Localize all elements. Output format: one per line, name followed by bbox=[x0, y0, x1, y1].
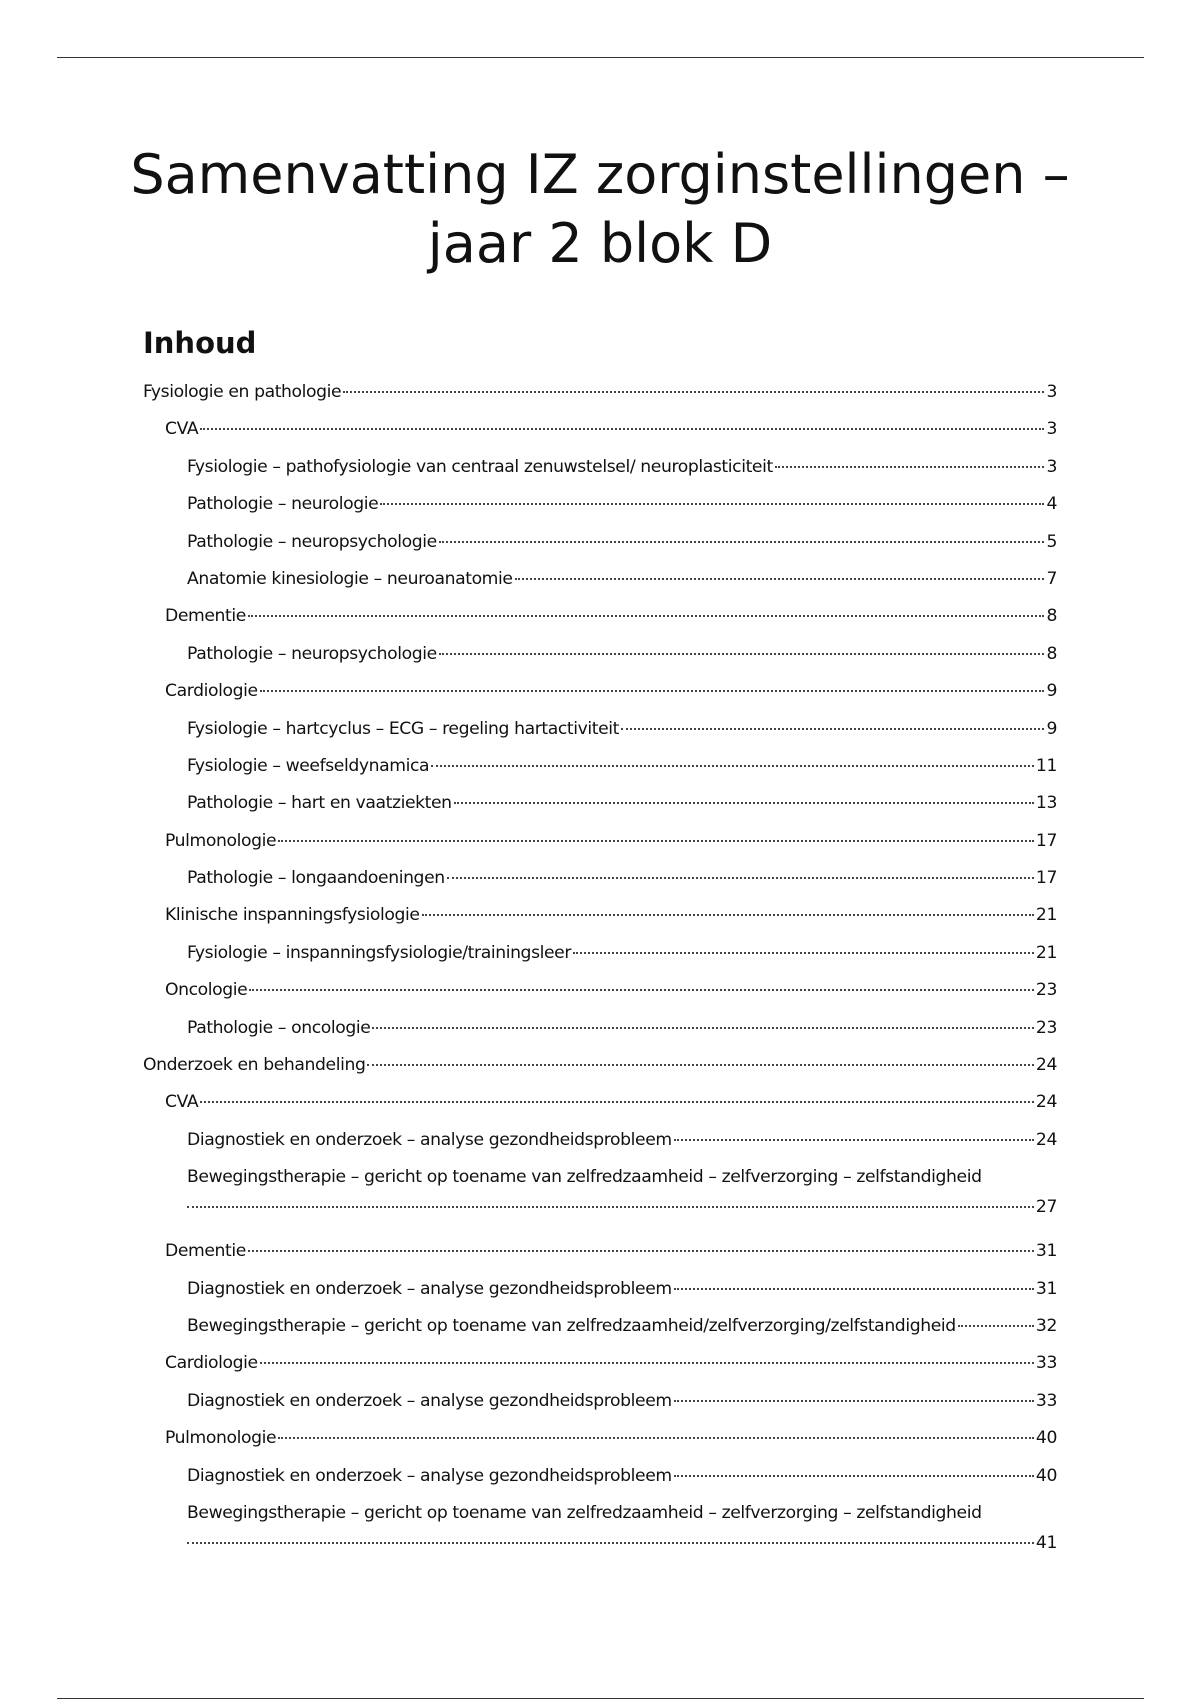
toc-dot-leader bbox=[260, 1352, 1034, 1364]
toc-entry-label: Fysiologie en pathologie bbox=[143, 382, 342, 402]
toc-entry-label: Bewegingstherapie – gericht op toename van zelfredzaamheid – zelfverzorging – zelfstandigheid bbox=[187, 1502, 982, 1523]
toc-entry[interactable] bbox=[143, 1233, 1057, 1270]
toc-dot-leader bbox=[343, 381, 1044, 393]
toc-entry-label: Pathologie – oncologie bbox=[187, 1017, 371, 1038]
toc-entry[interactable] bbox=[143, 1458, 1057, 1495]
toc-dot-leader bbox=[187, 1532, 1034, 1544]
toc-entry-page: 21 bbox=[1035, 942, 1057, 963]
toc-entry-page: 33 bbox=[1035, 1353, 1057, 1374]
toc-entry-page: 8 bbox=[1046, 606, 1057, 627]
toc-entry[interactable] bbox=[143, 935, 1057, 972]
toc-entry-label: Pathologie – neuropsychologie bbox=[187, 531, 437, 552]
toc-entry-label: Cardiologie bbox=[165, 681, 258, 702]
toc-entry[interactable] bbox=[143, 748, 1057, 785]
toc-entry-page: 24 bbox=[1035, 1055, 1057, 1076]
toc-entry-label: Pulmonologie bbox=[165, 830, 277, 851]
toc-entry[interactable] bbox=[143, 1084, 1057, 1121]
toc-entry-label: Oncologie bbox=[165, 980, 248, 1001]
toc-dot-leader bbox=[447, 867, 1034, 879]
toc-entry[interactable] bbox=[143, 1495, 1057, 1569]
toc-entry-label: Pathologie – longaandoeningen bbox=[187, 868, 445, 889]
toc-dot-leader bbox=[278, 1427, 1034, 1439]
toc-entry-label: Pathologie – neuropsychologie bbox=[187, 643, 437, 664]
toc-entry-page: 40 bbox=[1035, 1428, 1057, 1449]
toc-entry-label: Pathologie – hart en vaatziekten bbox=[187, 793, 452, 814]
toc-entry[interactable] bbox=[143, 1383, 1057, 1420]
toc-dot-leader bbox=[248, 1240, 1034, 1252]
toc-dot-leader bbox=[958, 1315, 1034, 1327]
toc-entry[interactable] bbox=[143, 897, 1057, 934]
toc-entry-page: 4 bbox=[1046, 494, 1057, 515]
toc-dot-leader bbox=[439, 531, 1045, 543]
toc-dot-leader bbox=[775, 456, 1045, 468]
toc-entry[interactable] bbox=[143, 1122, 1057, 1159]
toc-dot-leader bbox=[260, 680, 1045, 692]
toc-entry-label: Diagnostiek en onderzoek – analyse gezondheidsprobleem bbox=[187, 1465, 672, 1486]
toc-dot-leader bbox=[515, 568, 1045, 580]
toc-entry[interactable] bbox=[143, 1345, 1057, 1382]
toc-entry-label: Fysiologie – weefseldynamica bbox=[187, 755, 430, 776]
document-title: Samenvatting IZ zorginstellingen – jaar 2 blok D bbox=[130, 143, 1070, 275]
toc-dot-leader bbox=[422, 904, 1034, 916]
toc-entry[interactable] bbox=[143, 524, 1057, 561]
toc-entry[interactable] bbox=[143, 486, 1057, 523]
table-of-contents bbox=[143, 374, 1057, 1569]
toc-dot-leader bbox=[674, 1278, 1034, 1290]
toc-entry-label: CVA bbox=[165, 419, 199, 440]
toc-entry-label: Diagnostiek en onderzoek – analyse gezondheidsprobleem bbox=[187, 1278, 672, 1299]
toc-entry-label: CVA bbox=[165, 1092, 199, 1113]
toc-entry[interactable] bbox=[143, 374, 1057, 411]
toc-dot-leader bbox=[187, 1196, 1034, 1208]
toc-entry-label: Fysiologie – hartcyclus – ECG – regeling hartactiviteit bbox=[187, 718, 620, 739]
toc-entry-label: Fysiologie – pathofysiologie van centraal zenuwstelsel/ neuroplasticiteit bbox=[187, 456, 773, 477]
toc-entry-label: Diagnostiek en onderzoek – analyse gezondheidsprobleem bbox=[187, 1129, 672, 1150]
toc-entry[interactable] bbox=[143, 860, 1057, 897]
toc-dot-leader bbox=[200, 1091, 1034, 1103]
toc-entry-page: 17 bbox=[1035, 868, 1057, 889]
toc-dot-leader bbox=[367, 1054, 1033, 1066]
toc-entry-label: Pathologie – neurologie bbox=[187, 494, 379, 515]
toc-entry-page: 11 bbox=[1035, 755, 1057, 776]
toc-dot-leader bbox=[454, 792, 1034, 804]
toc-entry-label: Diagnostiek en onderzoek – analyse gezondheidsprobleem bbox=[187, 1390, 672, 1411]
toc-entry-page: 21 bbox=[1035, 905, 1057, 926]
toc-dot-leader bbox=[200, 418, 1044, 430]
toc-entry-label: Onderzoek en behandeling bbox=[143, 1055, 366, 1076]
toc-entry[interactable] bbox=[143, 411, 1057, 448]
toc-entry[interactable] bbox=[143, 673, 1057, 710]
toc-entry-page: 3 bbox=[1046, 456, 1057, 477]
toc-entry[interactable] bbox=[143, 1420, 1057, 1457]
toc-entry[interactable] bbox=[143, 561, 1057, 598]
toc-entry[interactable] bbox=[143, 1010, 1057, 1047]
toc-dot-leader bbox=[674, 1129, 1034, 1141]
toc-entry-label: Dementie bbox=[165, 1241, 246, 1262]
toc-entry-label: Dementie bbox=[165, 606, 246, 627]
toc-dot-leader bbox=[674, 1465, 1034, 1477]
toc-entry-page: 23 bbox=[1035, 980, 1057, 1001]
toc-dot-leader bbox=[573, 942, 1034, 954]
toc-entry-page: 5 bbox=[1046, 531, 1057, 552]
toc-entry[interactable] bbox=[143, 1047, 1057, 1084]
toc-entry-page: 13 bbox=[1035, 793, 1057, 814]
header-rule bbox=[57, 57, 1144, 58]
toc-dot-leader bbox=[372, 1017, 1033, 1029]
toc-entry[interactable] bbox=[143, 972, 1057, 1009]
toc-entry[interactable] bbox=[143, 1271, 1057, 1308]
toc-entry[interactable] bbox=[143, 636, 1057, 673]
toc-entry-page: 24 bbox=[1035, 1092, 1057, 1113]
toc-heading: Inhoud bbox=[143, 326, 257, 360]
toc-dot-leader bbox=[674, 1390, 1034, 1402]
toc-entry-label: Bewegingstherapie – gericht op toename van zelfredzaamheid – zelfverzorging – zelfstandigheid bbox=[187, 1167, 982, 1188]
toc-entry-page: 9 bbox=[1046, 681, 1057, 702]
toc-entry[interactable] bbox=[143, 1159, 1057, 1233]
toc-dot-leader bbox=[431, 755, 1034, 767]
toc-entry-label: Fysiologie – inspanningsfysiologie/trainingsleer bbox=[187, 942, 572, 963]
toc-entry[interactable] bbox=[143, 1308, 1057, 1345]
toc-entry-page: 31 bbox=[1035, 1278, 1057, 1299]
toc-entry-page: 23 bbox=[1035, 1017, 1057, 1038]
toc-dot-leader bbox=[249, 979, 1034, 991]
toc-dot-leader bbox=[621, 718, 1044, 730]
toc-entry-page: 41 bbox=[1035, 1532, 1057, 1553]
toc-entry[interactable] bbox=[143, 785, 1057, 822]
toc-entry[interactable] bbox=[143, 823, 1057, 860]
toc-entry-page: 9 bbox=[1046, 718, 1057, 739]
toc-entry-page: 33 bbox=[1035, 1390, 1057, 1411]
toc-entry-page: 31 bbox=[1035, 1241, 1057, 1262]
toc-entry-label: Klinische inspanningsfysiologie bbox=[165, 905, 420, 926]
toc-entry-label: Pulmonologie bbox=[165, 1428, 277, 1449]
toc-dot-leader bbox=[439, 643, 1045, 655]
toc-entry-page: 3 bbox=[1046, 419, 1057, 440]
toc-entry-label: Bewegingstherapie – gericht op toename van zelfredzaamheid/zelfverzorging/zelfstandigheid bbox=[187, 1315, 956, 1336]
toc-entry-page: 32 bbox=[1035, 1315, 1057, 1336]
toc-entry-page: 7 bbox=[1046, 568, 1057, 589]
toc-entry-page: 17 bbox=[1035, 830, 1057, 851]
toc-entry-label: Cardiologie bbox=[165, 1353, 258, 1374]
toc-entry[interactable] bbox=[143, 711, 1057, 748]
toc-dot-leader bbox=[278, 830, 1034, 842]
toc-entry-page: 3 bbox=[1046, 382, 1057, 402]
toc-dot-leader bbox=[248, 605, 1045, 617]
toc-entry-page: 40 bbox=[1035, 1465, 1057, 1486]
toc-entry-page: 8 bbox=[1046, 643, 1057, 664]
toc-entry[interactable] bbox=[143, 449, 1057, 486]
toc-entry-label: Anatomie kinesiologie – neuroanatomie bbox=[187, 568, 513, 589]
footer-rule bbox=[57, 1698, 1144, 1699]
toc-entry[interactable] bbox=[143, 598, 1057, 635]
toc-entry-page: 27 bbox=[1035, 1197, 1057, 1218]
toc-dot-leader bbox=[380, 493, 1044, 505]
toc-entry-page: 24 bbox=[1035, 1129, 1057, 1150]
